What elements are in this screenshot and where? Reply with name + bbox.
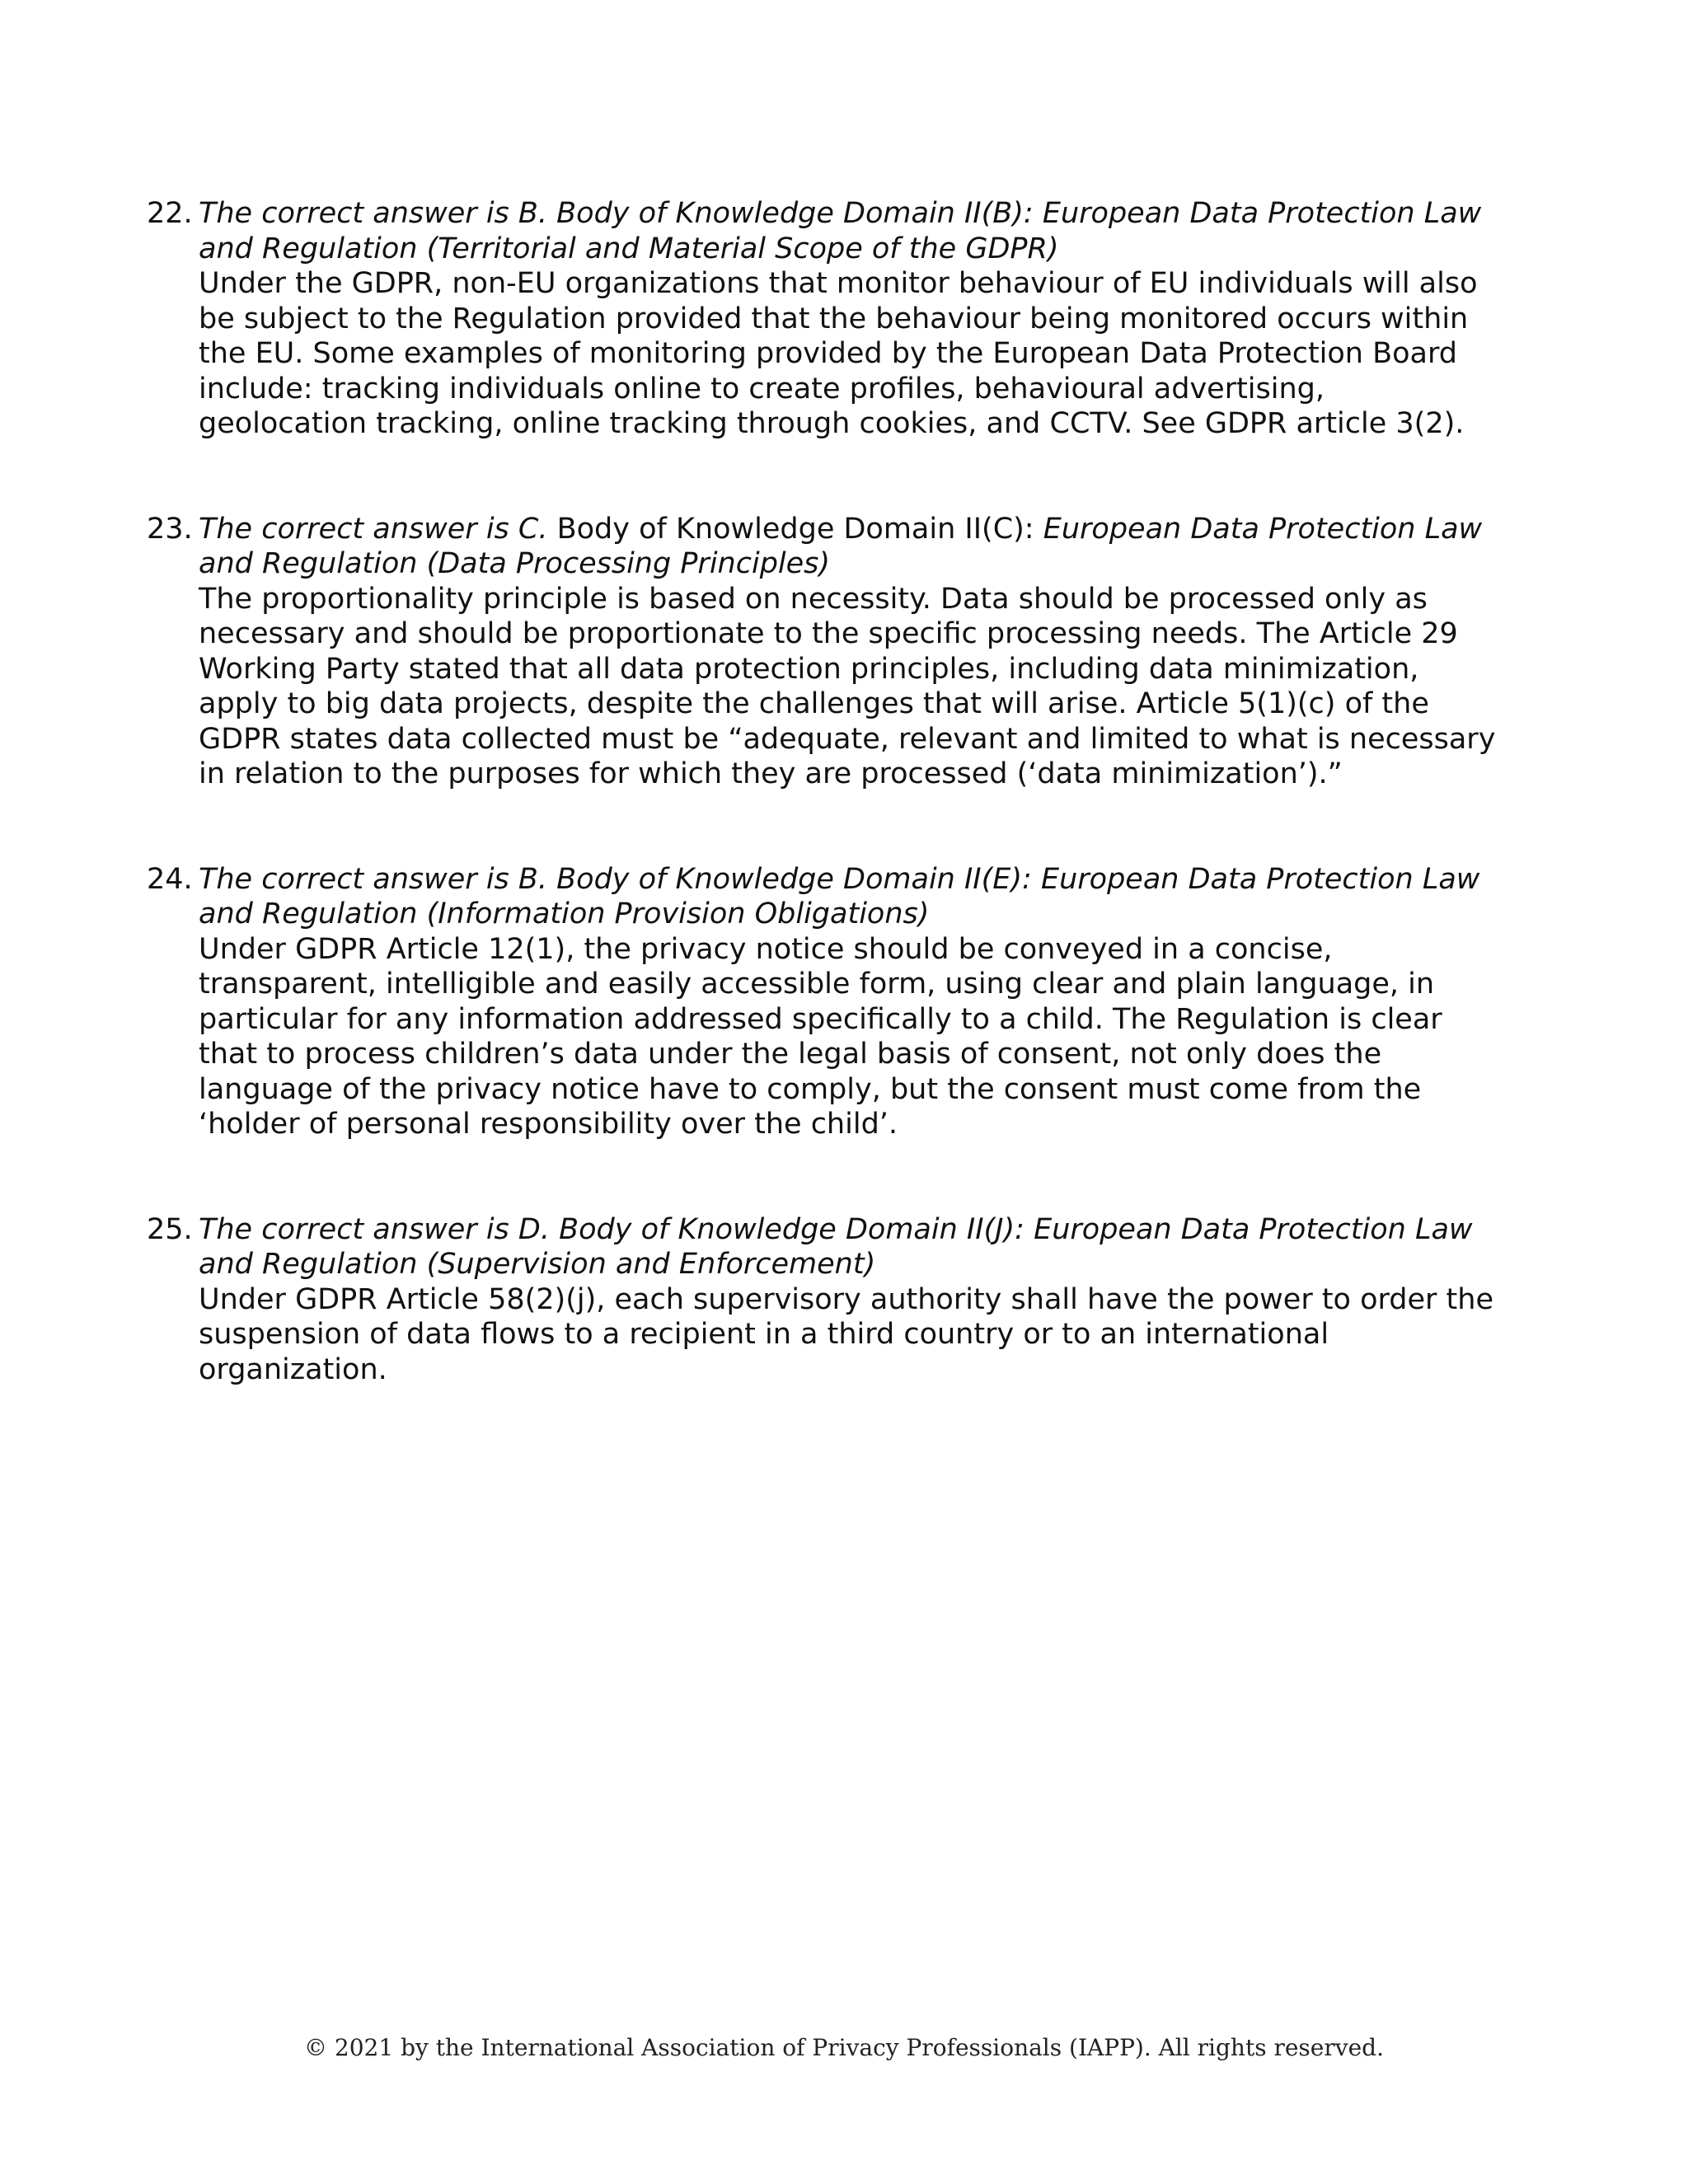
answer-heading-domain: European Data Protection Law and Regulation (Supervision and Enforcement) — [199, 1212, 1473, 1281]
answer-heading — [199, 512, 1498, 582]
answer-item-25 — [147, 1212, 1498, 1388]
answer-heading-domain: European Data Protection Law and Regulation (Territorial and Material Scope of the GDPR) — [199, 197, 1482, 265]
answer-heading-domain: European Data Protection Law and Regulation (Information Provision Obligations) — [199, 862, 1480, 930]
answer-heading-normal: Body of Knowledge Domain II(C): — [547, 512, 1043, 546]
answer-item-22 — [147, 196, 1498, 442]
answer-list — [147, 196, 1498, 1457]
answer-number: 24. — [147, 862, 193, 896]
answer-item-23 — [147, 512, 1498, 792]
answer-heading-prefix: The correct answer is B. Body of Knowledge Domain II(E): — [199, 862, 1032, 896]
answer-heading — [199, 196, 1498, 266]
answer-heading-prefix: The correct answer is C. — [199, 512, 548, 546]
answer-heading — [199, 1212, 1498, 1282]
answer-explanation: Under GDPR Article 58(2)(j), each supervisory authority shall have the power to order the suspension of data flows to a recipient in a third country or to an international organization. — [199, 1282, 1493, 1386]
answer-heading — [199, 862, 1498, 932]
answer-heading-prefix: The correct answer is B. Body of Knowledge Domain II(B): — [199, 197, 1034, 230]
answer-heading-domain: European Data Protection Law and Regulation (Data Processing Principles) — [199, 512, 1483, 580]
answer-explanation: Under the GDPR, non-EU organizations that monitor behaviour of EU individuals will also be subject to the Regulation provided that the behaviour being monitored occurs within the EU. Some examples of monitoring provided by the European Data Protection Board include: tracking individuals online to create profiles, behavioural advertising, geolocation tracking, online tracking through cookies, and CCTV. See GDPR article 3(2). — [199, 267, 1478, 440]
answer-explanation: The proportionality principle is based on necessity. Data should be processed only as necessary and should be proportionate to the specific processing needs. The Article 29 Working Party stated that all data protection principles, including data minimization, apply to big data projects, despite the challenges that will arise. Article 5(1)(c) of the GDPR states data collected must be “adequate, relevant and limited to what is necessary in relation to the purposes for which they are processed (‘data minimization’).” — [199, 582, 1496, 790]
answer-number: 22. — [147, 197, 193, 230]
answer-heading-prefix: The correct answer is D. Body of Knowledge Domain II(J): — [199, 1212, 1025, 1246]
answer-explanation: Under GDPR Article 12(1), the privacy notice should be conveyed in a concise, transparent, intelligible and easily accessible form, using clear and plain language, in particular for any information addressed specifically to a child. The Regulation is clear that to process children’s data under the legal basis of consent, not only does the language of the privacy notice have to comply, but the consent must come from the ‘holder of personal responsibility over the child’. — [199, 932, 1442, 1141]
copyright-footer: © 2021 by the International Association of Privacy Professionals (IAPP). All rights reserved. — [304, 2034, 1384, 2061]
answer-item-24 — [147, 862, 1498, 1142]
answer-number: 23. — [147, 512, 193, 546]
answer-number: 25. — [147, 1212, 193, 1246]
